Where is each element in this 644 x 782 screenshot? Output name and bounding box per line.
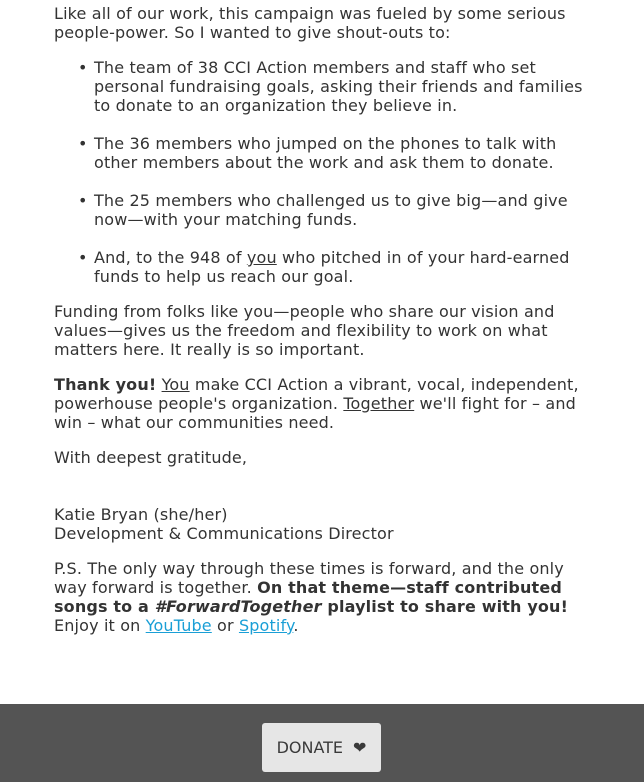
list-item xyxy=(54,248,594,286)
signature-name: Katie Bryan (she/her) xyxy=(54,505,228,524)
footer-bar xyxy=(0,704,644,782)
spotify-link[interactable]: Spotify xyxy=(238,616,294,635)
heart-icon: ❤ xyxy=(353,738,367,757)
emphasis-you: You xyxy=(161,375,190,394)
list-item: • The 36 members who jumped on the phones to talk with other members about the work and ask them to donate. xyxy=(54,134,594,172)
email-body xyxy=(54,4,594,635)
closing-line: With deepest gratitude, xyxy=(54,448,248,467)
shoutout-text: And, to the 948 of xyxy=(94,248,247,267)
ps-paragraph xyxy=(54,559,594,635)
ps-bold: On that theme—staff contributed songs to a xyxy=(54,578,562,616)
signature-title: Development & Communications Director xyxy=(54,524,394,543)
thanks-bold: Thank you! xyxy=(54,375,157,394)
ps-bold: playlist to share with you! xyxy=(321,597,569,616)
list-item: • The 25 members who challenged us to give big—and give now—with your matching funds. xyxy=(54,191,594,229)
emphasis-you: you xyxy=(246,248,277,267)
shoutout-list xyxy=(54,58,594,286)
ps-text: or xyxy=(211,616,239,635)
shoutout-text: who pitched in of your hard-earned funds to help us reach our goal. xyxy=(94,248,570,286)
intro-paragraph: Like all of our work, this campaign was fueled by some serious people-power. So I wanted to give shout-outs to: xyxy=(54,4,566,42)
signature-spacer xyxy=(54,467,594,505)
youtube-link[interactable]: YouTube xyxy=(145,616,212,635)
ps-text: Enjoy it on xyxy=(54,616,146,635)
ps-text: P.S. The only way through these times is forward, and the only way forward is together. xyxy=(54,559,564,597)
thanks-paragraph xyxy=(54,375,594,432)
ps-text: . xyxy=(293,616,299,635)
emphasis-together: Together xyxy=(343,394,415,413)
hashtag: #ForwardTogether xyxy=(154,597,322,616)
thanks-text: we'll fight for – and win – what our communities need. xyxy=(54,394,576,432)
donate-button[interactable] xyxy=(262,723,381,772)
thanks-text: make CCI Action a vibrant, vocal, independent, powerhouse people's organization. xyxy=(54,375,579,413)
donate-label: DONATE xyxy=(276,738,344,757)
funding-paragraph: Funding from folks like you—people who share our vision and values—gives us the freedom and flexibility to work on what matters here. It really is so important. xyxy=(54,302,555,359)
list-item: • The team of 38 CCI Action members and staff who set personal fundraising goals, asking their friends and families to donate to an organization they believe in. xyxy=(54,58,594,115)
